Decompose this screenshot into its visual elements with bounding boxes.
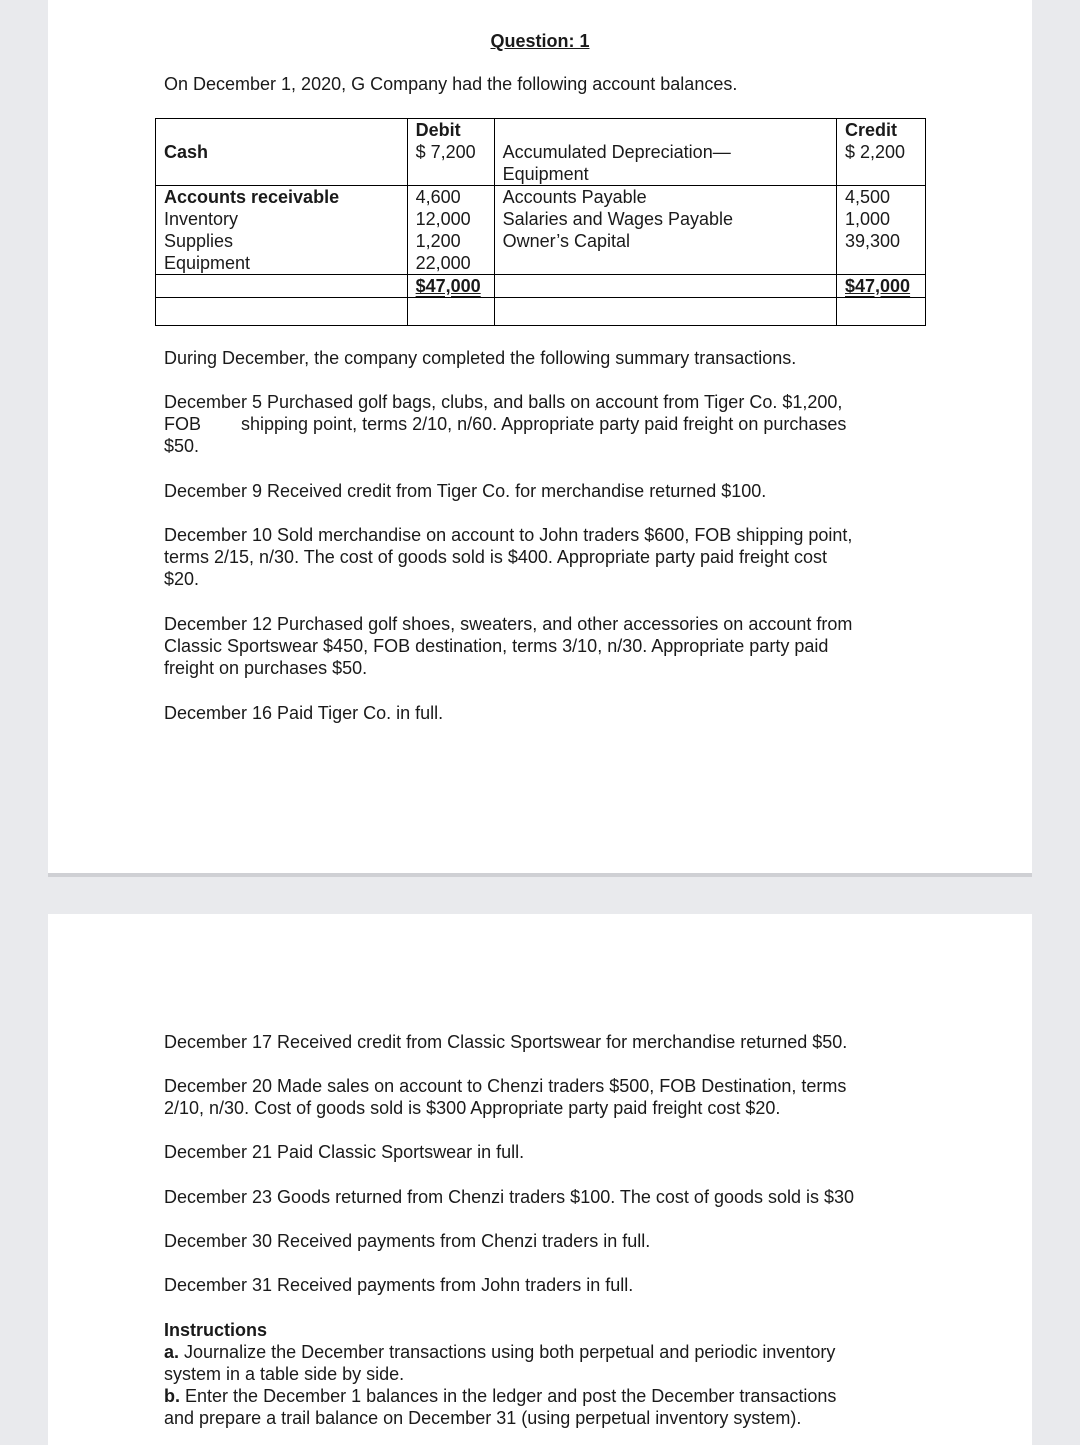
dec12-line1: December 12 Purchased golf shoes, sweaters, and other accessories on account from [164, 614, 853, 634]
table-cell [494, 298, 836, 326]
credit-header: Credit [845, 120, 898, 140]
dec5-line2: shipping point, terms 2/10, n/60. Appropriate party paid freight on purchases [241, 414, 847, 434]
transaction-dec30: December 30 Received payments from Chenzi traders in full. [164, 1231, 651, 1251]
question-title: Question: 1 [490, 31, 590, 51]
table-cell: Accounts Payable [494, 186, 836, 209]
dec5-fob-line [164, 413, 924, 435]
table-cell [407, 298, 494, 326]
transaction-dec31: December 31 Received payments from John traders in full. [164, 1275, 634, 1295]
table-cell: Salaries and Wages Payable [494, 208, 836, 230]
table-row [156, 208, 926, 230]
dec20-line2: 2/10, n/30. Cost of goods sold is $300 Appropriate party paid freight cost $20. [164, 1098, 781, 1118]
instruction-b [164, 1385, 944, 1407]
table-cell [837, 252, 926, 275]
dec5-line3: $50. [164, 436, 200, 456]
instruction-b-line1: Enter the December 1 balances in the ledger and post the December transactions [185, 1386, 837, 1406]
instruction-b-line2: and prepare a trail balance on December 31 (using perpetual inventory system). [164, 1408, 802, 1428]
cash-label: Cash [156, 119, 408, 186]
table-cell: 1,000 [837, 208, 926, 230]
page-2 [48, 914, 1032, 1445]
table-row [156, 298, 926, 326]
intro-text: On December 1, 2020, G Company had the following account balances. [164, 74, 738, 94]
table-cell: 4,600 [407, 186, 494, 209]
debit-column-cell [407, 119, 494, 186]
dec5-line1: December 5 Purchased golf bags, clubs, and balls on account from Tiger Co. $1,200, [164, 392, 843, 412]
table-cell [494, 275, 836, 298]
transaction-dec16: December 16 Paid Tiger Co. in full. [164, 703, 444, 723]
table-cell: 22,000 [407, 252, 494, 275]
instruction-a-label: a. [164, 1342, 180, 1362]
table-cell [156, 275, 408, 298]
table-row [156, 252, 926, 275]
instructions [164, 1319, 944, 1429]
dec10-line1: December 10 Sold merchandise on account to John traders $600, FOB shipping point, [164, 525, 853, 545]
table-cell: 12,000 [407, 208, 494, 230]
total-credit: $47,000 [845, 276, 911, 296]
dec10-line3: $20. [164, 569, 200, 589]
total-debit-cell [407, 275, 494, 298]
transaction-dec12 [164, 613, 924, 679]
table-cell [494, 252, 836, 275]
table-cell [837, 298, 926, 326]
table-cell [156, 298, 408, 326]
table-cell: Supplies [156, 230, 408, 252]
account-balances-table [155, 118, 926, 326]
accum-dep-credit: $ 2,200 [845, 142, 906, 162]
accum-dep-label: Accumulated Depreciation— Equipment [494, 119, 836, 186]
instruction-a-line1: Journalize the December transactions using both perpetual and periodic inventory [184, 1342, 836, 1362]
transaction-dec20 [164, 1075, 924, 1119]
transaction-dec10 [164, 524, 924, 590]
table-cell: 4,500 [837, 186, 926, 209]
transaction-dec23: December 23 Goods returned from Chenzi traders $100. The cost of goods sold is $30 [164, 1187, 855, 1207]
total-credit-cell [837, 275, 926, 298]
table-row [156, 230, 926, 252]
dec12-line2: Classic Sportswear $450, FOB destination, terms 3/10, n/30. Appropriate party paid [164, 636, 829, 656]
transaction-dec17: December 17 Received credit from Classic Sportswear for merchandise returned $50. [164, 1032, 848, 1052]
total-debit: $47,000 [415, 276, 481, 296]
transaction-dec21: December 21 Paid Classic Sportswear in full. [164, 1142, 525, 1162]
table-cell: Accounts receivable [156, 186, 408, 209]
table-cell: Equipment [156, 252, 408, 275]
debit-header: Debit [415, 120, 461, 140]
table-cell: Owner’s Capital [494, 230, 836, 252]
page-1 [48, 0, 1032, 877]
instruction-a [164, 1341, 944, 1363]
transactions-intro: During December, the company completed the following summary transactions. [164, 348, 797, 368]
table-cell: 1,200 [407, 230, 494, 252]
instruction-b-label: b. [164, 1386, 180, 1406]
dec5-fob: FOB [164, 414, 202, 434]
table-cell: 39,300 [837, 230, 926, 252]
dec10-line2: terms 2/15, n/30. The cost of goods sold is $400. Appropriate party paid freight cost [164, 547, 828, 567]
table-cell: Inventory [156, 208, 408, 230]
credit-column-cell [837, 119, 926, 186]
dec20-line1: December 20 Made sales on account to Chenzi traders $500, FOB Destination, terms [164, 1076, 847, 1096]
table-row [156, 275, 926, 298]
cash-debit: $ 7,200 [415, 142, 476, 162]
instruction-a-line2: system in a table side by side. [164, 1364, 405, 1384]
transaction-dec9: December 9 Received credit from Tiger Co. for merchandise returned $100. [164, 481, 767, 501]
instructions-heading: Instructions [164, 1320, 268, 1340]
transaction-dec5 [164, 391, 924, 457]
table-row [156, 186, 926, 209]
table-row [156, 119, 926, 186]
dec12-line3: freight on purchases $50. [164, 658, 368, 678]
